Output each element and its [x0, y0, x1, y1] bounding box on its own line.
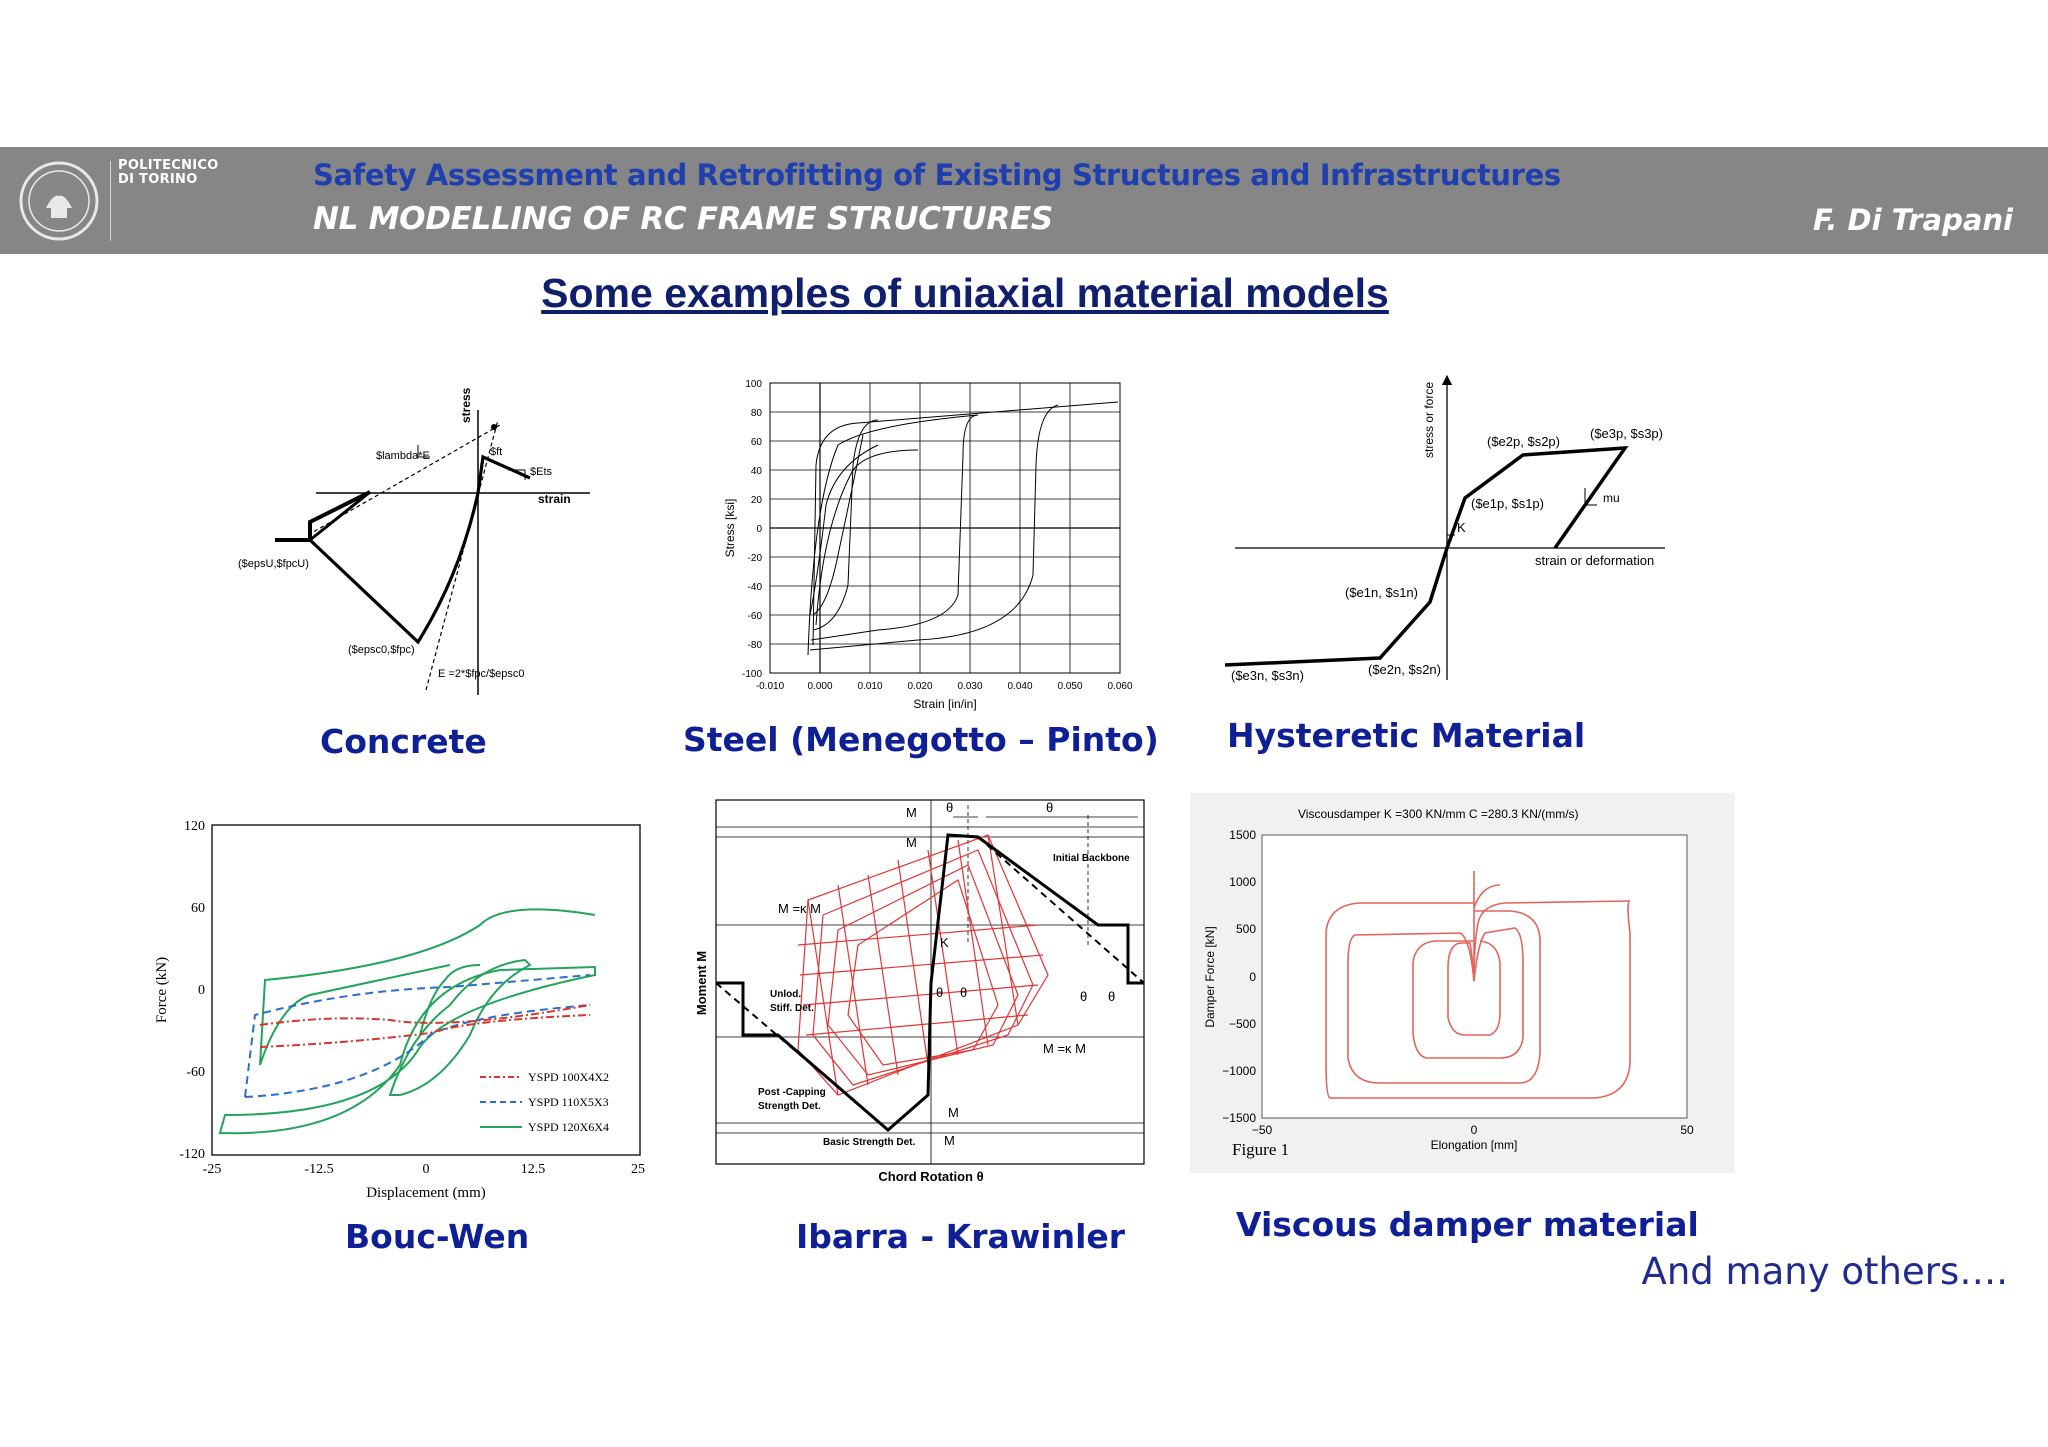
university-name: POLITECNICO DI TORINO: [118, 158, 219, 187]
steel-xtick: 0.000: [807, 681, 833, 692]
ibarra-xlabel: Chord Rotation θ: [878, 1169, 984, 1184]
ibarra-unlod-label: Unlod.: [770, 989, 802, 1000]
caption-ibarra: Ibarra - Krawinler: [796, 1217, 1126, 1256]
ibarra-thetau-label: θ: [1108, 989, 1116, 1004]
ibarra-initial-backbone-label: Initial Backbone: [1053, 853, 1130, 864]
hysteretic-mu-label: mu: [1603, 491, 1620, 505]
steel-ytick: -20: [747, 553, 762, 564]
ibarra-mc-neg-label: M: [944, 1133, 955, 1148]
ibarra-mr-neg-label: M =κ M: [1043, 1041, 1086, 1056]
viscous-ytick: 1000: [1229, 875, 1256, 889]
boucwen-ytick: 120: [184, 819, 205, 834]
steel-figure: [718, 375, 1138, 715]
ibarra-thetar-label: θ: [1080, 989, 1088, 1004]
caption-boucwen: Bouc-Wen: [345, 1217, 530, 1256]
viscous-title: Viscousdamper K =300 KN/mm C =280.3 KN/(mm/s): [1298, 807, 1579, 821]
viscous-xtick: −50: [1251, 1123, 1273, 1137]
logo-divider: [110, 161, 111, 241]
ibarra-thetac-label: θ: [960, 985, 968, 1000]
hysteretic-e2n-label: ($e2n, $s2n): [1368, 662, 1441, 677]
viscous-ylabel: Damper Force [kN]: [1203, 926, 1217, 1028]
viscous-ytick: −1000: [1222, 1064, 1256, 1078]
ibarra-my-neg-label: M: [948, 1105, 959, 1120]
viscous-xtick: 50: [1680, 1123, 1694, 1137]
ibarra-ke-label: K: [940, 935, 949, 950]
steel-ytick: -100: [741, 669, 762, 680]
ibarra-my-label: M: [906, 835, 917, 850]
viscous-ytick: −1500: [1222, 1111, 1256, 1125]
concrete-epsu-label: ($epsU,$fpcU): [238, 558, 309, 570]
viscous-ytick: 0: [1249, 970, 1256, 984]
footer-note: And many others….: [1641, 1250, 2008, 1293]
steel-ytick: 60: [750, 437, 762, 448]
viscous-figure: [1190, 793, 1735, 1173]
concrete-ft-label: $ft: [490, 446, 503, 458]
ibarra-stiffdet-label: Stiff. Det.: [770, 1003, 814, 1014]
ibarra-figure: [688, 795, 1148, 1185]
hysteretic-figure: [1225, 370, 1685, 690]
boucwen-xtick: -12.5: [304, 1162, 334, 1177]
viscous-ytick: 1500: [1229, 828, 1256, 842]
boucwen-legend-item: YSPD 110X5X3: [528, 1095, 609, 1109]
university-seal-icon: [18, 160, 100, 242]
hysteretic-ylabel: stress or force: [1422, 381, 1436, 459]
hysteretic-e2p-label: ($e2p, $s2p): [1487, 434, 1560, 449]
author-name: F. Di Trapani: [1812, 203, 2013, 237]
boucwen-legend-item: YSPD 100X4X2: [528, 1070, 610, 1084]
ibarra-ylabel: Moment M: [694, 950, 709, 1016]
steel-xtick: 0.020: [907, 681, 933, 692]
viscous-figure-label: Figure 1: [1232, 1140, 1290, 1159]
ibarra-mc-label: M: [906, 805, 917, 820]
boucwen-ytick: 0: [198, 983, 205, 998]
steel-xlabel: Strain [in/in]: [913, 697, 977, 711]
concrete-lambda-label: $lambda*E: [376, 450, 430, 462]
steel-ytick: -80: [747, 640, 762, 651]
steel-xtick: 0.060: [1107, 681, 1133, 692]
lecture-subtitle: NL MODELLING OF RC FRAME STRUCTURES: [313, 201, 1053, 237]
hysteretic-e3n-label: ($e3n, $s3n): [1231, 668, 1304, 683]
ibarra-thetap-label: θ: [946, 800, 954, 815]
boucwen-ytick: -120: [179, 1147, 205, 1162]
boucwen-figure: [150, 815, 660, 1205]
hysteretic-e3p-label: ($e3p, $s3p): [1590, 426, 1663, 441]
caption-steel: Steel (Menegotto – Pinto): [683, 720, 1159, 759]
boucwen-xlabel: Displacement (mm): [366, 1185, 486, 1201]
concrete-figure: [230, 375, 600, 705]
hysteretic-e1p-label: ($e1p, $s1p): [1471, 496, 1544, 511]
steel-ytick: 80: [750, 408, 762, 419]
steel-ylabel: Stress [ksi]: [723, 498, 737, 558]
steel-xtick: 0.030: [957, 681, 983, 692]
ibarra-thetapc-label: θ: [1046, 800, 1054, 815]
viscous-xlabel: Elongation [mm]: [1430, 1138, 1518, 1152]
slide-title: Some examples of uniaxial material models: [541, 270, 1389, 316]
viscous-xtick: 0: [1470, 1123, 1478, 1137]
caption-viscous: Viscous damper material: [1236, 1205, 1699, 1244]
ibarra-postcapping-label: Post -Capping: [758, 1087, 826, 1098]
hysteretic-k-label: K: [1457, 520, 1466, 535]
ibarra-thetay-label: θ: [936, 985, 944, 1000]
concrete-stress-label: stress: [459, 387, 473, 423]
steel-xtick: 0.050: [1057, 681, 1083, 692]
viscous-ytick: −500: [1228, 1017, 1256, 1031]
caption-concrete: Concrete: [320, 722, 487, 761]
steel-ytick: 0: [756, 524, 762, 535]
boucwen-xtick: -25: [202, 1162, 222, 1177]
concrete-e0-label: E =2*$fpc/$epsc0: [438, 668, 525, 680]
steel-ytick: 40: [750, 466, 762, 477]
boucwen-ytick: 60: [191, 901, 205, 916]
steel-xtick: -0.010: [755, 681, 785, 692]
steel-ytick: -60: [747, 611, 762, 622]
boucwen-xtick: 25: [631, 1162, 645, 1177]
course-title: Safety Assessment and Retrofitting of Existing Structures and Infrastructures: [313, 158, 1561, 192]
steel-xtick: 0.040: [1007, 681, 1033, 692]
steel-ytick: 100: [745, 379, 762, 390]
caption-hysteretic: Hysteretic Material: [1227, 716, 1586, 755]
steel-xtick: 0.010: [857, 681, 883, 692]
concrete-strain-label: strain: [538, 492, 571, 506]
concrete-epsc0-label: ($epsc0,$fpc): [348, 644, 415, 656]
hysteretic-e1n-label: ($e1n, $s1n): [1345, 585, 1418, 600]
hysteretic-xlabel: strain or deformation: [1535, 553, 1655, 568]
boucwen-xtick: 0: [422, 1162, 430, 1177]
concrete-ets-label: $Ets: [530, 466, 553, 478]
viscous-ytick: 500: [1235, 922, 1256, 936]
header-bar: [0, 147, 2048, 254]
ibarra-mr-label: M =κ M: [778, 901, 821, 916]
boucwen-xtick: 12.5: [520, 1162, 546, 1177]
steel-ytick: 20: [750, 495, 762, 506]
boucwen-ylabel: Force (kN): [154, 956, 170, 1024]
boucwen-ytick: -60: [186, 1065, 205, 1080]
ibarra-strengthdet-label: Strength Det.: [758, 1101, 821, 1112]
ibarra-basicstrength-label: Basic Strength Det.: [823, 1137, 916, 1148]
steel-ytick: -40: [747, 582, 762, 593]
boucwen-legend-item: YSPD 120X6X4: [528, 1120, 610, 1134]
